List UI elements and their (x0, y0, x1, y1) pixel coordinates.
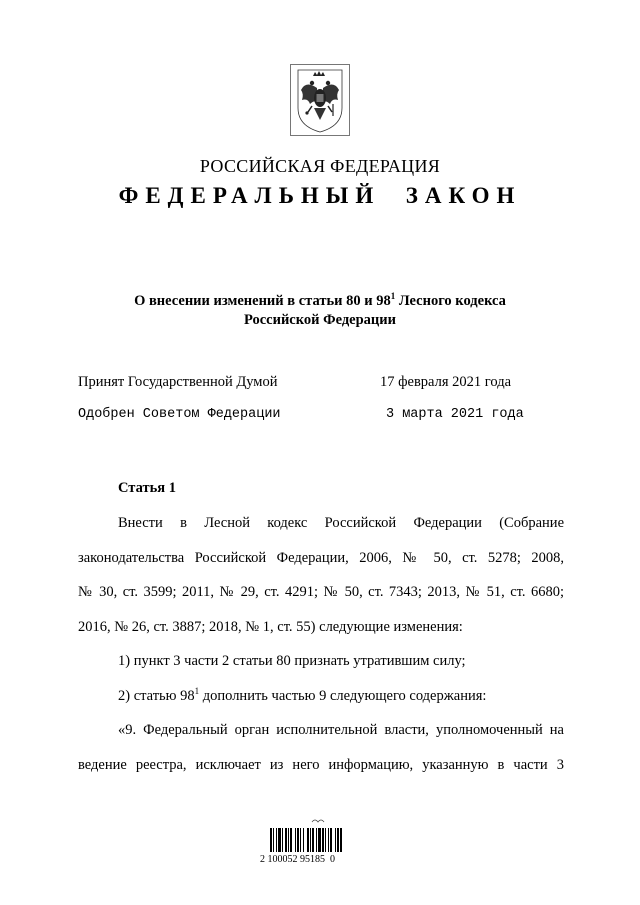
adoption-date: 17 февраля 2021 года (380, 374, 512, 390)
adoption-label: Одобрен Советом Федерации (78, 407, 281, 422)
country-name: РОССИЙСКАЯ ФЕДЕРАЦИЯ (199, 156, 441, 176)
quote-line: ведение реестра, исключает из него информацию, указанную в части 3 (78, 756, 564, 773)
paragraph-line: Внести в Лесной кодекс Российской Федерации (Собрание (118, 515, 564, 531)
coat-of-arms-icon (290, 64, 350, 136)
paragraph-line: № 30, ст. 3599; 2011, № 29, ст. 4291; № 50, ст. 7343; 2013, № 51, ст. 6680; (78, 584, 564, 600)
barcode-number: 2 100052 95185 0 (260, 854, 335, 865)
quote-line: «9. Федеральный орган исполнительной власти, уполномоченный на (118, 722, 564, 738)
document-type: ФЕДЕРАЛЬНЫЙ ЗАКОН (118, 183, 522, 208)
adoption-label: Принят Государственной Думой (78, 374, 278, 390)
list-item: 1) пункт 3 части 2 статьи 80 признать утратившим силу; (118, 653, 466, 669)
article-body (78, 506, 564, 782)
adoption-date: 3 марта 2021 года (386, 407, 524, 422)
law-title-line-1: О внесении изменений в статьи 80 и $98^1$ Лесного кодекса (134, 291, 506, 309)
law-title-line-2: Российской Федерации (243, 311, 396, 328)
article-heading: Статья 1 (118, 480, 176, 496)
paragraph-line: законодательства Российской Федерации, 2006, № 50, ст. 5278; 2008, (78, 549, 564, 566)
list-item: 2) статью $98^1$ дополнить частью 9 следующего содержания: (118, 685, 487, 704)
paragraph-line: 2016, № 26, ст. 3887; 2018, № 1, ст. 55) следующие изменения: (78, 618, 463, 635)
law-title (0, 287, 640, 330)
